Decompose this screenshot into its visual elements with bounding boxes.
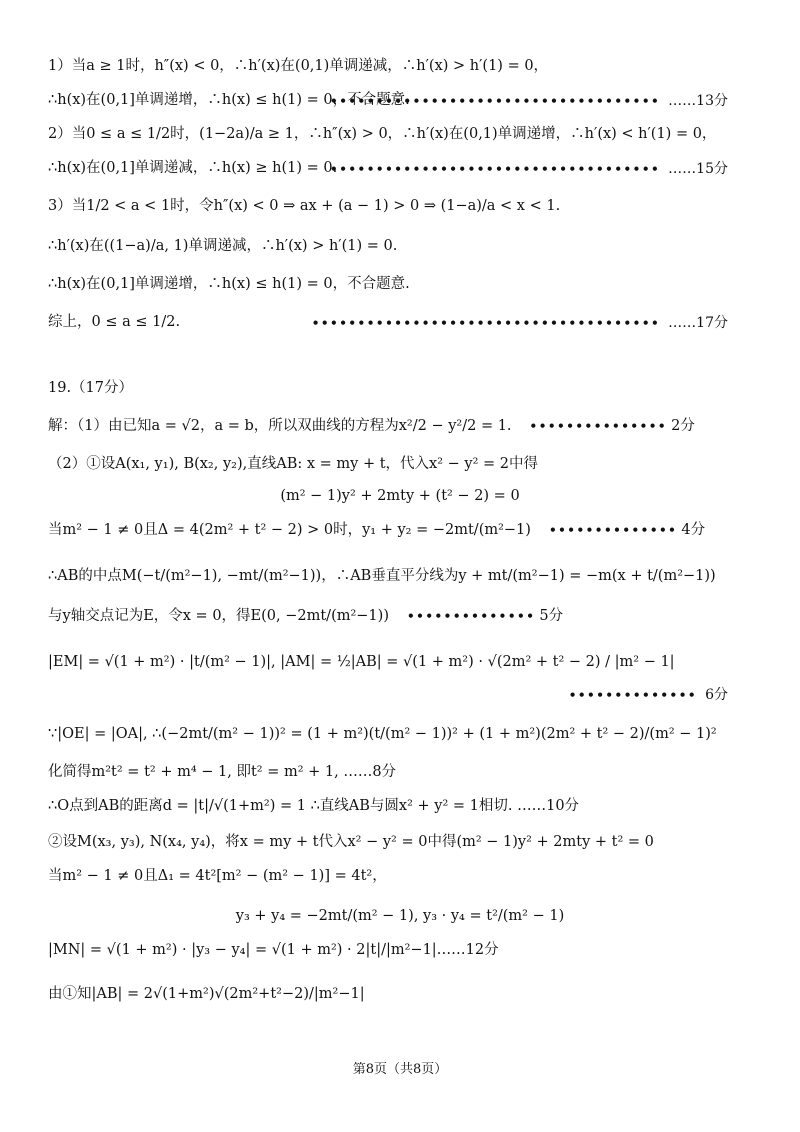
question-19-heading: 19.（17分） — [48, 380, 134, 396]
score-leader: •••••••••••••• — [548, 523, 678, 537]
score-label: ……13分 — [668, 93, 728, 109]
oe-oa-equation: ∵|OE| = |OA|, ∴(−2mt/(m² − 1))² = (1 + m²)(t/(m² − 1))² + (1 + m²)(2m² + t² − 2)/(m² − 1)² — [48, 726, 717, 742]
score-label: 6分 — [705, 687, 728, 703]
intersection-e-line — [48, 606, 760, 626]
midpoint-line: ∴AB的中点M(−t/(m²−1), −mt/(m²−1))，∴AB垂直平分线为y + mt/(m²−1) = −m(x + t/(m²−1)) — [48, 568, 716, 584]
score-leader: •••••••••••••••••••••••••••••••••••••• — [311, 316, 661, 330]
score-label: ……17分 — [668, 315, 728, 331]
case-3-line-2: ∴h′(x)在((1−a)/a, 1)单调递减，∴h′(x) > h′(1) = 0. — [48, 238, 398, 254]
delta-1-line: 当m² − 1 ≠ 0且Δ₁ = 4t²[m² − (m² − 1)] = 4t²， — [48, 868, 387, 884]
part-2-setup-mn: ②设M(x₃, y₃), N(x₄, y₄)，将x = my + t代入x² − y² = 0中得(m² − 1)y² + 2mty + t² = 0 — [48, 834, 654, 850]
score-13 — [312, 90, 728, 110]
discriminant-text: 当m² − 1 ≠ 0且Δ = 4(2m² + t² − 2) > 0时，y₁ + y₂ = −2mt/(m²−1) — [48, 522, 531, 538]
solution-part-1 — [48, 416, 760, 436]
mn-length-line: |MN| = √(1 + m²) · |y₃ − y₄| = √(1 + m²) · 2|t|/|m²−1|……12分 — [48, 942, 499, 958]
ab-length-line: 由①知|AB| = 2√(1+m²)√(2m²+t²−2)/|m²−1| — [48, 986, 365, 1002]
simplify-line: 化简得m²t² = t² + m⁴ − 1, 即t² = m² + 1, ……8分 — [48, 764, 397, 780]
intersection-e-text: 与y轴交点记为E，令x = 0，得E(0, −2mt/(m²−1)) — [48, 608, 389, 624]
score-15 — [312, 158, 728, 178]
solution-part-1-text: 解：（1）由已知a = √2，a = b，所以双曲线的方程为x²/2 − y²/2 = 1. — [48, 418, 512, 434]
case-2-line-1: 2）当0 ≤ a ≤ 1/2时，(1−2a)/a ≥ 1，∴h″(x) > 0，∴h′(x)在(0,1)单调递增，∴h′(x) < h′(1) = 0， — [48, 126, 717, 142]
score-leader: •••••••••••••••••••••••••••••••••••• — [330, 94, 661, 108]
score-leader: •••••••••••••• — [406, 609, 536, 623]
page-footer: 第8页（共8页） — [352, 1062, 448, 1077]
score-label: 2分 — [671, 418, 695, 434]
case-1-line-1: 1）当a ≥ 1时，h″(x) < 0，∴h′(x)在(0,1)单调递减，∴h′(x) > h′(1) = 0， — [48, 58, 549, 74]
case-3-line-3: ∴h(x)在(0,1]单调递增，∴h(x) ≤ h(1) = 0，不合题意. — [48, 276, 410, 292]
score-leader: ••••••••••••••• — [529, 419, 668, 433]
case-2-conclusion: ∴h(x)在(0,1]单调递减，∴h(x) ≥ h(1) = 0. — [48, 160, 338, 176]
summary-text: 综上，0 ≤ a ≤ 1/2. — [48, 314, 181, 330]
score-17 — [294, 312, 728, 332]
distance-line: ∴O点到AB的距离d = |t|/√(1+m²) = 1 ∴直线AB与圆x² + y² = 1相切. ……10分 — [48, 798, 580, 814]
score-leader: •••••••••••••• — [568, 688, 698, 702]
vieta-line: y₃ + y₄ = −2mt/(m² − 1), y₃ · y₄ = t²/(m² − 1) — [235, 908, 565, 924]
score-leader: •••••••••••••••••••••••••••••••••••• — [330, 162, 661, 176]
score-label: 5分 — [539, 608, 564, 624]
lengths-line: |EM| = √(1 + m²) · |t/(m² − 1)|, |AM| = ½|AB| = √(1 + m²) · √(2m² + t² − 2) / |m² − 1| — [48, 654, 675, 670]
quadratic-equation: (m² − 1)y² + 2mty + (t² − 2) = 0 — [280, 488, 520, 504]
case-1-conclusion: ∴h(x)在(0,1]单调递增，∴h(x) ≤ h(1) = 0，不合题意. — [48, 92, 410, 108]
score-6 — [551, 684, 728, 704]
solution-part-2-setup: （2）①设A(x₁, y₁), B(x₂, y₂),直线AB: x = my + t，代入x² − y² = 2中得 — [48, 456, 538, 472]
discriminant-line — [48, 520, 760, 540]
score-label: ……15分 — [668, 161, 728, 177]
score-label: 4分 — [681, 522, 706, 538]
case-3-line-1: 3）当1/2 < a < 1时，令h″(x) < 0 ⇒ ax + (a − 1) > 0 ⇒ (1−a)/a < x < 1. — [48, 198, 561, 214]
